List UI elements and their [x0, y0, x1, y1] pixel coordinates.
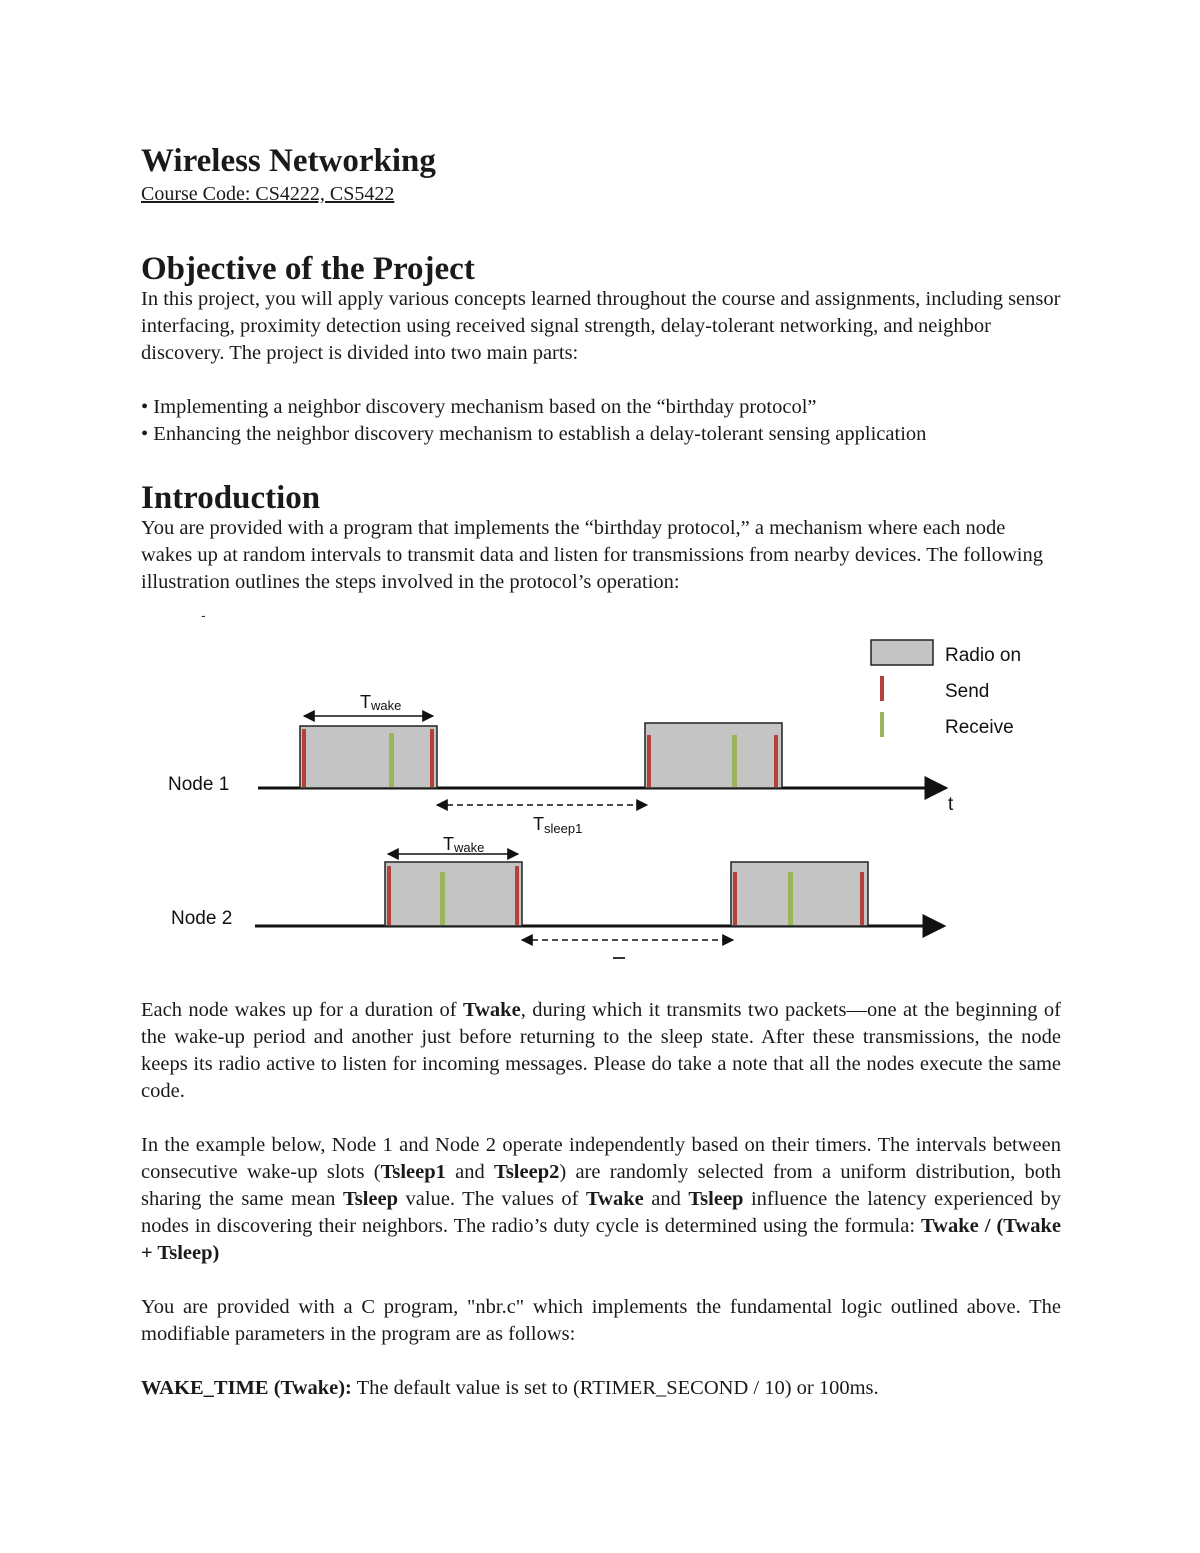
document-page [141, 140, 1061, 1402]
legend-receive-label: Receive [945, 717, 1014, 738]
introduction-paragraph-5 [141, 1375, 1061, 1402]
p2-text-a: Each node wakes up for a duration of [141, 999, 463, 1021]
objective-bullet-1: • Implementing a neighbor discovery mechanism based on the “birthday protocol” [141, 396, 817, 418]
twake-t: T [443, 834, 454, 854]
introduction-paragraph-2 [141, 997, 1061, 1105]
wake-time-text: The default value is set to (RTIMER_SECOND / 10) or 100ms. [351, 1377, 879, 1399]
node-2-label: Node 2 [171, 908, 233, 929]
tsleep1-sub: sleep1 [544, 821, 583, 836]
introduction-paragraph-4: You are provided with a C program, "nbr.c" which implements the fundamental logic outlined above. The modifiable parameters in the program are as follows: [141, 1296, 1061, 1345]
p3-i: and [643, 1188, 689, 1210]
p2-text-c: , during which it transmits two packets—one at the beginning of the wake-up period and another just before returning to the sleep state. After these transmissions, the node keeps its radio active to listen for incoming messages. Please do take a note that all the nodes execute the same code. [141, 999, 1061, 1102]
p3-g: value. The values of [398, 1188, 587, 1210]
introduction-paragraph-1: You are provided with a program that implements the “birthday protocol,” a mechanism where each node wakes up at random intervals to transmit data and listen for transmissions from nearby devices. The following illustration outlines the steps involved in the protocol’s operation: [141, 517, 1043, 593]
document-title: Wireless Networking [141, 143, 436, 179]
p3-c: and [445, 1161, 495, 1183]
p3-tsleep: Tsleep [342, 1188, 399, 1210]
p3-tsleep-2: Tsleep [688, 1188, 744, 1210]
introduction-paragraph-3 [141, 1132, 1061, 1267]
legend-radio-on-label: Radio on [945, 645, 1022, 666]
p3-tsleep2: Tsleep2 [494, 1161, 560, 1183]
twake-sub: wake [371, 698, 402, 713]
twake-sub: wake [454, 840, 485, 855]
time-axis-label: t [948, 794, 954, 815]
objective-intro: In this project, you will apply various concepts learned throughout the course and assignments, including sensor interfacing, proximity detection using received signal strength, delay-tolerant networking, and neighbor discovery. The project is divided into two main parts: [141, 288, 1061, 364]
stray-mark-top: - [201, 607, 206, 623]
p3-a: In the example below, Node 1 and Node 2 operate independently based on their timers. The intervals between consecutive wake-up slots ( [141, 1134, 1061, 1183]
legend-send-label: Send [945, 681, 990, 702]
tsleep1-t: T [533, 814, 544, 834]
p3-formula: Twake / (Twake + Tsleep) [141, 1215, 1061, 1264]
twake-t: T [360, 692, 371, 712]
p3-twake: Twake [586, 1188, 644, 1210]
course-code: Course Code: CS4222, CS5422 [141, 183, 395, 205]
objective-heading: Objective of the Project [141, 251, 475, 287]
p3-e: ) are randomly selected from a uniform distribution, both sharing the same mean [141, 1161, 1061, 1210]
diagram-spacer [141, 596, 1061, 997]
p3-k: influence the latency experienced by nodes in discovering their neighbors. The radio’s duty cycle is determined using the formula: [141, 1188, 1062, 1237]
introduction-heading: Introduction [141, 480, 321, 516]
objective-bullet-2: • Enhancing the neighbor discovery mechanism to establish a delay-tolerant sensing application [141, 423, 927, 445]
p2-twake: Twake [462, 999, 521, 1021]
wake-time-label: WAKE_TIME (Twake): [141, 1377, 352, 1399]
node-1-label: Node 1 [168, 774, 230, 795]
p3-tsleep1: Tsleep1 [380, 1161, 446, 1183]
